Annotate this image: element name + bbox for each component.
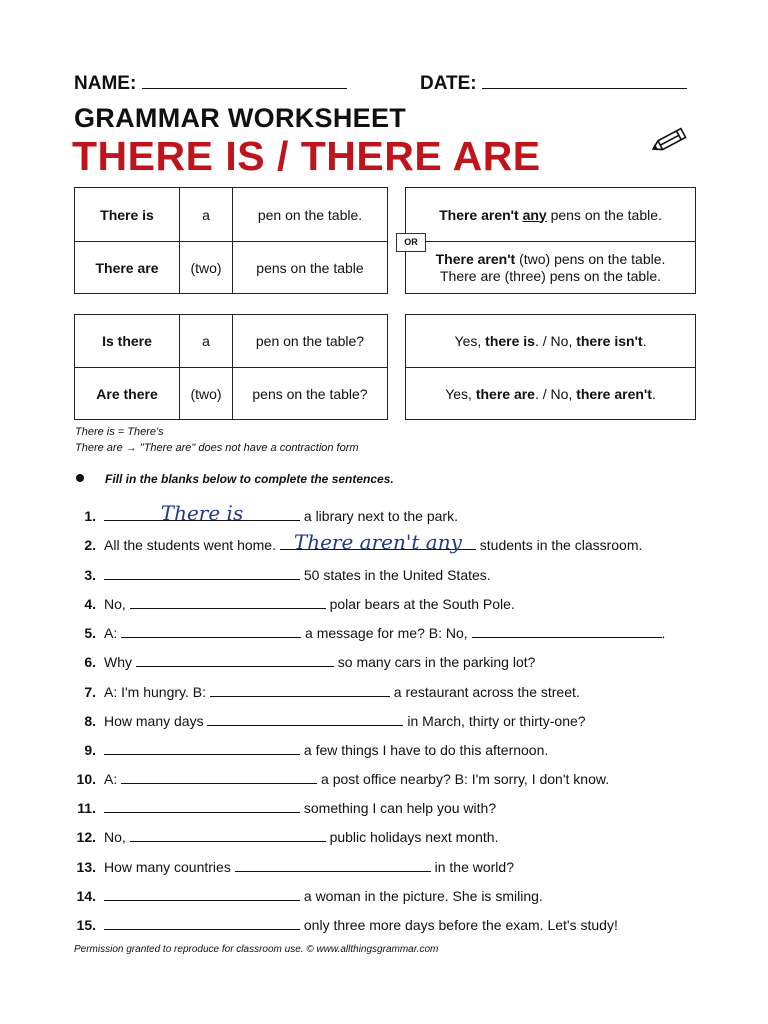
answer-blank[interactable] xyxy=(472,625,662,638)
answer-blank[interactable] xyxy=(104,917,300,930)
handwritten-answer: There aren't any xyxy=(293,530,462,554)
answer-blank[interactable] xyxy=(121,771,317,784)
questions-object: pen on the table? xyxy=(233,315,388,368)
question-text: Why xyxy=(104,654,136,670)
question-text: so many cars in the parking lot? xyxy=(333,654,536,670)
answer-blank[interactable] xyxy=(104,742,300,755)
answer-blank[interactable] xyxy=(130,596,326,609)
question-6 xyxy=(74,654,535,670)
answer-blank[interactable] xyxy=(104,800,300,813)
footer-permission: Permission granted to reproduce for classroom use. © www.allthingsgrammar.com xyxy=(74,944,439,955)
forms-object: pens on the table xyxy=(233,242,388,294)
question-text: A: xyxy=(104,771,122,787)
question-number: 8. xyxy=(84,713,96,729)
answer-blank[interactable] xyxy=(121,625,301,638)
question-text: a library next to the park. xyxy=(300,508,458,524)
name-label: NAME: xyxy=(74,73,137,94)
negative-bold: There aren't xyxy=(439,206,523,223)
negative-rest: (two) pens on the table. xyxy=(515,250,666,267)
question-7 xyxy=(74,684,580,700)
worksheet-subtitle: GRAMMAR WORKSHEET xyxy=(74,103,407,133)
forms-quantity: a xyxy=(180,188,233,242)
answer-text: . / No, xyxy=(534,385,577,402)
date-blank[interactable] xyxy=(482,88,687,89)
answer-blank[interactable] xyxy=(130,829,326,842)
note-no-contraction: There are → "There are" does not have a contraction form xyxy=(75,442,359,454)
question-12 xyxy=(74,829,498,845)
answer-blank[interactable] xyxy=(207,713,403,726)
question-text: How many countries xyxy=(104,859,235,875)
negative-rest: pens on the table. xyxy=(546,206,662,223)
question-5 xyxy=(74,625,665,641)
question-text: only three more days before the exam. Let's study! xyxy=(300,917,618,933)
question-number: 2. xyxy=(84,537,96,553)
negative-row xyxy=(406,242,696,294)
questions-table xyxy=(74,314,388,420)
question-text: a message for me? B: No, xyxy=(301,625,472,641)
question-text: . xyxy=(661,625,666,641)
negative-alt-line: There are (three) pens on the table. xyxy=(439,267,662,284)
forms-table xyxy=(74,187,388,294)
forms-object: pen on the table. xyxy=(233,188,388,242)
question-number: 9. xyxy=(84,742,96,758)
question-14 xyxy=(74,888,543,904)
answer-text: . xyxy=(651,385,656,402)
question-number: 7. xyxy=(84,684,96,700)
question-number: 13. xyxy=(76,859,96,875)
question-text: a few things I have to do this afternoon. xyxy=(300,742,549,758)
questions-row xyxy=(75,368,388,420)
name-blank[interactable] xyxy=(142,88,347,89)
question-number: 4. xyxy=(84,596,96,612)
answer-blank[interactable] xyxy=(104,888,300,901)
questions-quantity: (two) xyxy=(180,368,233,420)
answer-blank[interactable] xyxy=(104,501,300,525)
date-label: DATE: xyxy=(420,73,477,94)
forms-subject: There are xyxy=(75,242,180,294)
question-text: in March, thirty or thirty-one? xyxy=(403,713,586,729)
question-text: All the students went home. xyxy=(104,537,280,553)
answers-table xyxy=(405,314,696,420)
question-2 xyxy=(74,530,643,554)
question-number: 14. xyxy=(76,888,96,904)
answer-text: Yes, xyxy=(454,333,486,349)
question-number: 1. xyxy=(84,508,96,524)
question-number: 11. xyxy=(77,800,96,816)
question-text: students in the classroom. xyxy=(475,537,643,553)
answer-text: . / No, xyxy=(534,333,577,349)
question-text: No, xyxy=(104,829,130,845)
answer-blank[interactable] xyxy=(280,530,476,554)
question-number: 10. xyxy=(76,771,96,787)
question-number: 15. xyxy=(76,917,96,933)
questions-quantity: a xyxy=(180,315,233,368)
answer-blank[interactable] xyxy=(235,859,431,872)
date-field[interactable] xyxy=(420,73,687,95)
question-text: a post office nearby? B: I'm sorry, I don't know. xyxy=(317,771,610,787)
question-4 xyxy=(74,596,515,612)
answers-cell xyxy=(406,315,696,368)
pencil-icon xyxy=(645,120,695,160)
worksheet-title: THERE IS / THERE ARE xyxy=(72,133,541,179)
question-text: A: xyxy=(104,625,122,641)
negative-table xyxy=(405,187,696,294)
answer-blank[interactable] xyxy=(210,684,390,697)
question-10 xyxy=(74,771,609,787)
answers-cell xyxy=(406,368,696,420)
instruction-text: Fill in the blanks below to complete the sentences. xyxy=(105,472,394,486)
forms-row xyxy=(75,188,388,242)
question-text: a woman in the picture. She is smiling. xyxy=(300,888,543,904)
question-text: polar bears at the South Pole. xyxy=(325,596,515,612)
question-9 xyxy=(74,742,548,758)
question-number: 5. xyxy=(84,625,96,641)
forms-quantity: (two) xyxy=(180,242,233,294)
question-text: something I can help you with? xyxy=(300,800,497,816)
question-3 xyxy=(74,567,491,583)
answer-blank[interactable] xyxy=(104,567,300,580)
answer-bold: there are xyxy=(475,385,535,402)
answer-bold: there is xyxy=(485,333,535,349)
negative-row xyxy=(406,188,696,242)
or-label: OR xyxy=(396,233,426,252)
answer-bold: there aren't xyxy=(576,385,652,402)
name-field[interactable] xyxy=(74,73,347,95)
questions-row xyxy=(75,315,388,368)
answers-row xyxy=(406,315,696,368)
negative-emphasis: any xyxy=(522,206,547,223)
question-text: public holidays next month. xyxy=(325,829,499,845)
forms-row xyxy=(75,242,388,294)
negative-cell xyxy=(406,242,696,294)
question-text: How many days xyxy=(104,713,208,729)
handwritten-answer: There is xyxy=(160,501,244,525)
question-text: A: I'm hungry. B: xyxy=(104,684,210,700)
questions-object: pens on the table? xyxy=(233,368,388,420)
answers-row xyxy=(406,368,696,420)
question-text: 50 states in the United States. xyxy=(300,567,491,583)
question-11 xyxy=(74,800,496,816)
question-1 xyxy=(74,501,458,525)
answer-bold: there isn't xyxy=(576,333,643,349)
answer-text: Yes, xyxy=(445,385,476,402)
negative-bold: There aren't xyxy=(435,250,516,267)
question-number: 6. xyxy=(84,654,96,670)
forms-subject: There is xyxy=(75,188,180,242)
question-number: 12. xyxy=(76,829,96,845)
question-text: in the world? xyxy=(430,859,514,875)
answer-text: . xyxy=(642,333,647,349)
question-13 xyxy=(74,859,514,875)
question-15 xyxy=(74,917,618,933)
note-contraction: There is = There's xyxy=(75,426,164,438)
questions-subject: Are there xyxy=(75,368,180,420)
question-text: No, xyxy=(104,596,130,612)
question-number: 3. xyxy=(84,567,96,583)
answer-blank[interactable] xyxy=(136,654,334,667)
question-8 xyxy=(74,713,586,729)
bullet-icon xyxy=(76,474,84,482)
negative-cell xyxy=(406,188,696,242)
question-text: a restaurant across the street. xyxy=(389,684,580,700)
questions-subject: Is there xyxy=(75,315,180,368)
